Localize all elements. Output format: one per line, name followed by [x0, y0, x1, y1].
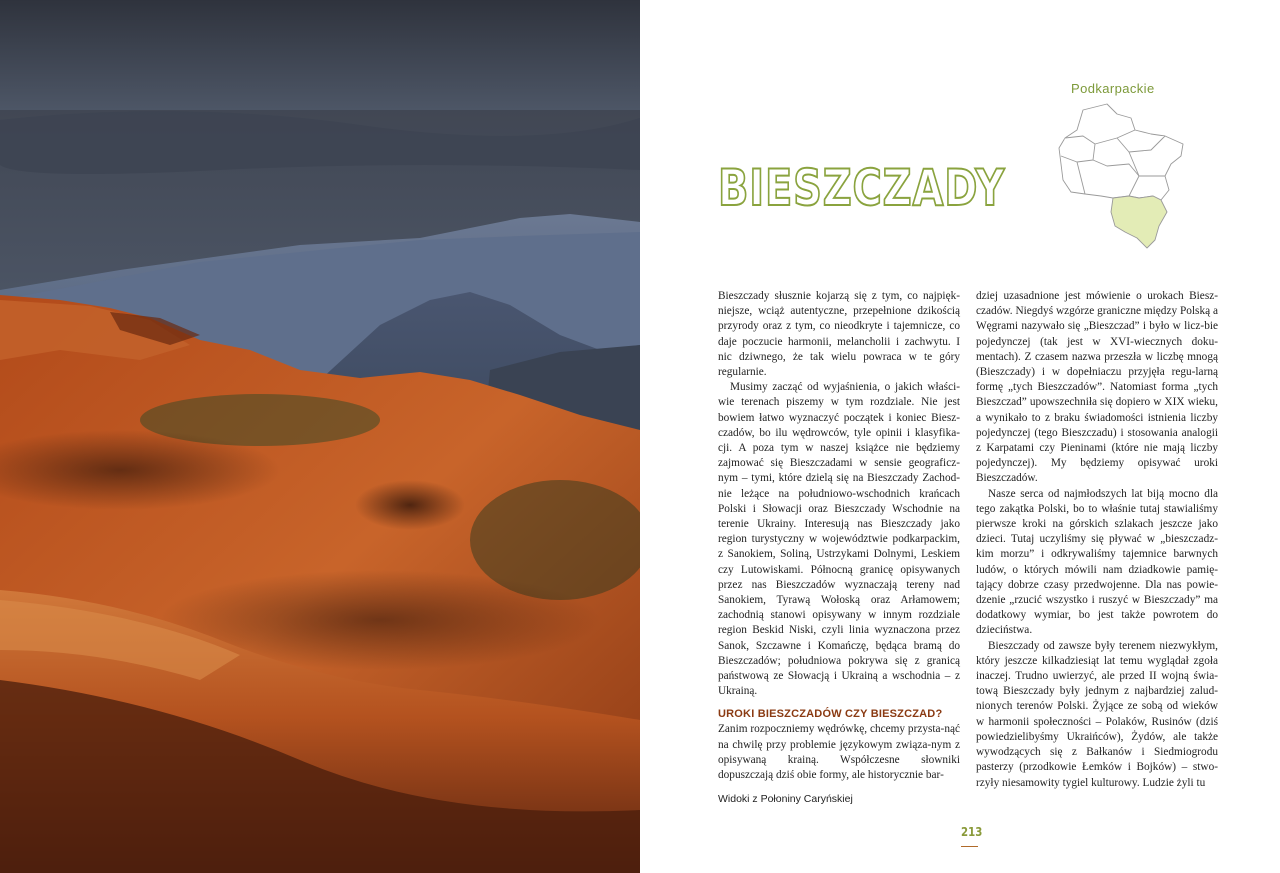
- paragraph: dziej uzasadnione jest mówienie o urokach Biesz-czadów. Niegdyś wzgórze graniczne między Polską a Węgrami nazywało się „Bieszczad” i było w licz-bie pojedynczej (tak jest w XVI-wiecznych doku-mentach). Z czasem nazwa przeszła w liczbę mnogą (Bieszczady) i w dopełniaczu przyjęła regu-larną formę „tych Bieszczadów”. Natomiast forma „tych Bieszczad” upowszechniła się dopiero w XIX wieku, a wynikało to z braku świadomości istnienia liczby pojedynczej (tego Bieszczadu) i stosowania analogii z Karpatami czy Pieninami (które nie mają liczby pojedynczej). My będziemy opisywać uroki Bieszczadów.: [976, 290, 1218, 485]
- paragraph: Nasze serca od najmłodszych lat biją mocno dla tego zakątka Polski, bo to właśnie tutaj stawialiśmy pierwsze kroki na górskich szlakach jeszcze jako dzieci. Tutaj uczyliśmy się pływać w „bieszczadz-kim morzu” i odkrywaliśmy tajemnice barwnych ludów, o których mówili nam dziadkowie pamię-tający dobrze czasy przedwojenne. Dla nas powie-dzenie „rzucić wszystko i ruszyć w Bieszczady” ma dodatkowy wymiar, bo jest także powrotem do dzieciństwa.: [976, 487, 1218, 637]
- paragraph: Bieszczady od zawsze były terenem niezwykłym, który jeszcze kilkadziesiąt lat temu wyglądał zgoła inaczej. Trudno uwierzyć, ale przed II wojną świa-tową Bieszczady były jednym z najbardziej zalud-nionych terenów Polski. Żyjące ze sobą od wieków w harmonii społeczności – Polaków, Rusinów (dziś powiedzielibyśmy Ukraińców), Żydów, ale także wywodzących się z Bałkanów i Siedmiogrodu pasterzy (przodkowie Łemków i Bojków) – stwo-rzyły niesamowity tygiel kulturowy. Ludzie żyli tu: [976, 639, 1218, 789]
- paragraph: Musimy zacząć od wyjaśnienia, o jakich właści-wie terenach piszemy w tym rozdziale. Nie jest bowiem łatwo wyznaczyć początek i koniec Biesz-czadów, bo ilu wędrowców, tyle opinii i klasyfika-cji. A poza tym w naszej książce nie będziemy zajmować się Bieszczadami w sensie geograficz-nym – tymi, które dzielą się na Bieszczady Zachod-nie leżące na południowo-wschodnich krańcach Polski i Słowacji oraz Bieszczady Wschodnie na terenie Ukrainy. Interesują nas Bieszczady jako region turystyczny w województwie podkarpackim, z Sanokiem, Soliną, Ustrzykami Dolnymi, Leskiem czy Lutowiskami. Północną granicę opisywanych przez nas Bieszczadów wyznaczają tereny nad Sanokiem, Tyrawą Wołoską oraz Arłamowem; zachodnią stanowi opisywany w innym rozdziale region Beskid Niski, czyli linia wyznaczona przez Sanok, Szczawne i Komańczę, będąca bramą do Bieszczadów; południowa pokrywa się z granicą państwową ze Słowacją i Ukrainą a wschodnia – z Ukrainą.: [718, 381, 960, 698]
- podkarpackie-region-map: [1055, 100, 1190, 255]
- page-number-underline: [961, 846, 978, 847]
- text-column-left: [718, 289, 960, 783]
- region-label: Podkarpackie: [1071, 81, 1155, 96]
- section-heading: UROKI BIESZCZADÓW CZY BIESZCZAD?: [718, 708, 943, 721]
- text-column-right: [976, 289, 1218, 791]
- photo-caption: Widoki z Połoniny Caryńskiej: [718, 793, 853, 805]
- bieszczady-area-highlight: [1111, 196, 1167, 248]
- page-number: 213: [961, 825, 983, 839]
- paragraph: Zanim rozpoczniemy wędrówkę, chcemy przysta-nąć na chwilę przy problemie językowym związa-nym z opisywaną krainą. Współczesne słowniki dopuszczają dziś obie formy, ale historycznie bar-: [718, 723, 960, 782]
- page-title: BIESZCZADY: [718, 159, 1006, 217]
- paragraph: Bieszczady słusznie kojarzą się z tym, co najpięk-niejsze, wciąż autentyczne, przepełnione dzikością przyrody oraz z tym, co nieodkryte i tajemnicze, co daje poczucie harmonii, melancholii i zachwytu. I nic dziwnego, że tak wielu powraca w te góry regularnie.: [718, 290, 960, 379]
